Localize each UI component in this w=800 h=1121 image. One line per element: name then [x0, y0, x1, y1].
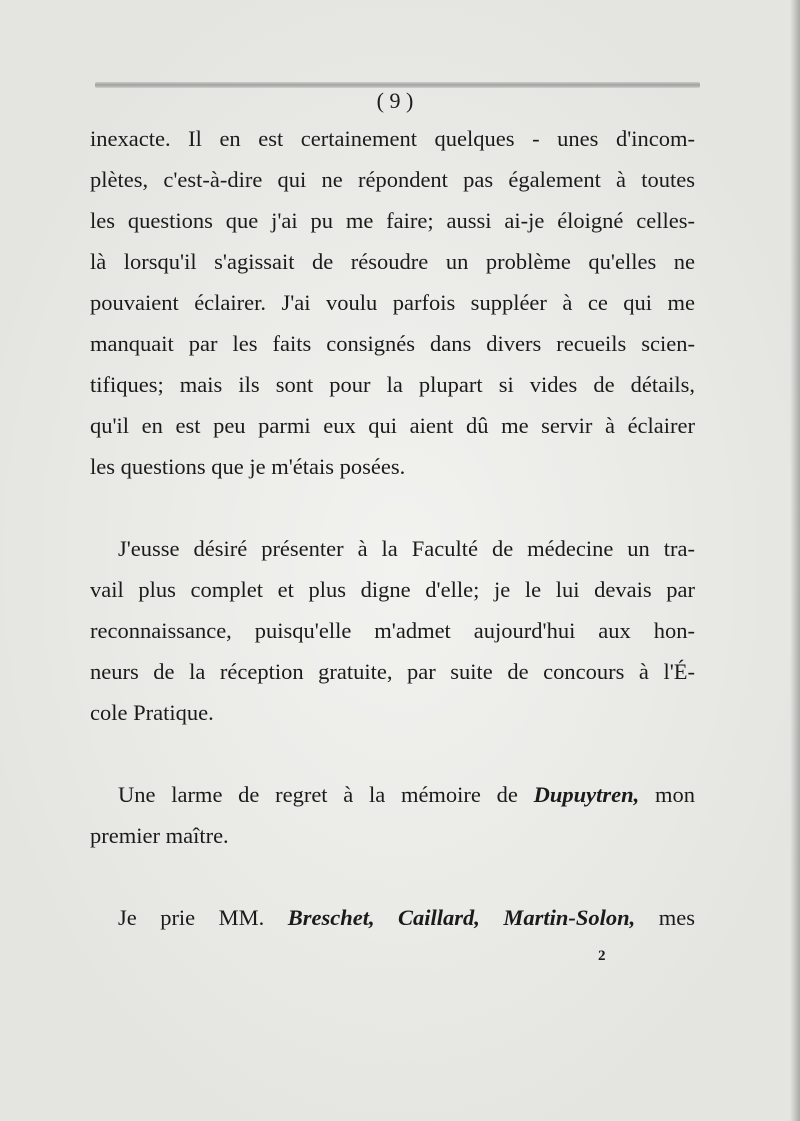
- body-text: [90, 118, 695, 938]
- thanks-line: [90, 897, 695, 938]
- thanks-text: Je prie MM.: [118, 905, 288, 930]
- text-line: les questions que j'ai pu me faire; aussi ai-je éloigné celles-: [90, 208, 695, 233]
- text-line: vail plus complet et plus digne d'elle; je le lui devais par: [90, 577, 695, 602]
- text-line: les questions que je m'étais posées.: [90, 454, 406, 479]
- text-line: inexacte. Il en est certainement quelques - unes d'incom-: [90, 126, 695, 151]
- text-line: qu'il en est peu parmi eux qui aient dû me servir à éclairer: [90, 413, 695, 438]
- text-line: cole Pratique.: [90, 700, 214, 725]
- dedication-line: [90, 774, 695, 815]
- text-line: neurs de la réception gratuite, par suite de concours à l'É-: [90, 659, 695, 684]
- signature-mark: 2: [598, 948, 606, 964]
- dedication-name: Dupuytren,: [533, 782, 640, 807]
- dedication-text: Une larme de regret à la mémoire de: [118, 782, 534, 807]
- text-line: pouvaient éclairer. J'ai voulu parfois suppléer à ce qui me: [90, 290, 695, 315]
- text-line: manquait par les faits consignés dans divers recueils scien-: [90, 331, 695, 356]
- paragraph-gap: [90, 733, 695, 774]
- text-line: J'eusse désiré présenter à la Faculté de médecine un tra-: [118, 536, 695, 561]
- thanks-names: Breschet, Caillard, Martin-Solon,: [287, 905, 636, 930]
- paragraph-gap: [90, 856, 695, 897]
- text-line: tifiques; mais ils sont pour la plupart si vides de détails,: [90, 372, 695, 397]
- dedication-line: premier maître.: [90, 823, 229, 848]
- dedication-text-end: mon: [639, 782, 695, 807]
- text-line: reconnaissance, puisqu'elle m'admet aujourd'hui aux hon-: [90, 618, 695, 643]
- page-edge-shadow: [790, 0, 800, 1121]
- thanks-text-end: mes: [635, 905, 696, 930]
- text-line: là lorsqu'il s'agissait de résoudre un problème qu'elles ne: [90, 249, 695, 274]
- paragraph-gap: [90, 487, 695, 528]
- page-number: ( 9 ): [376, 88, 414, 113]
- text-line: plètes, c'est-à-dire qui ne répondent pas également à toutes: [90, 167, 695, 192]
